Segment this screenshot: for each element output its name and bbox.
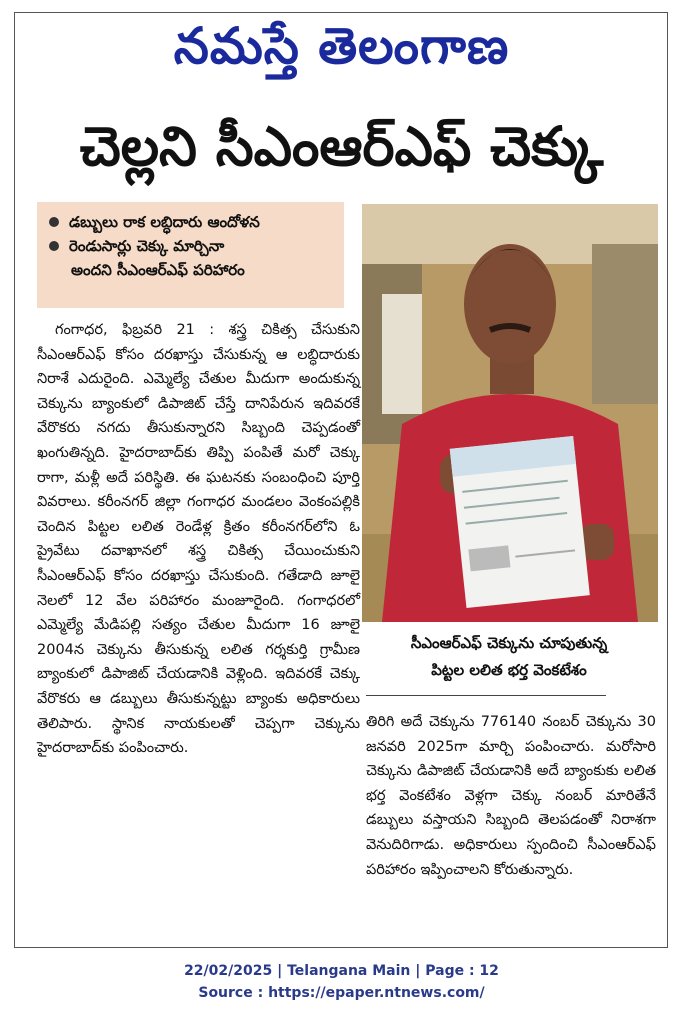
caption-line: సీఎంఆర్ఎఫ్ చెక్కును చూపుతున్న <box>410 634 608 652</box>
highlight-text-continued: అందని సీఎంఆర్ఎఫ్ పరిహారం <box>71 261 245 279</box>
paragraph: గంగాధర, ఫిబ్రవరి 21 : శస్త్ర చికిత్స చేసుకుని సీఎంఆర్ఎఫ్ కోసం దరఖాస్తు చేసుకున్న ఆ లబ్ధిదారుకు నిరాశే ఎదురైంది. ఎమ్మెల్యే చేతుల మీదుగా అందుకున్న చెక్కును బ్యాంకులో డిపాజిట్ చేస్తే దానిపేరున ఇదివరకే వేరొకరు నగదు తీసుకున్నారని సిబ్బంది చెప్పడంతో ఖంగుతిన్నది. హైదరాబాద్‌కు తిప్పి పంపితే మరో చెక్కు రాగా, మళ్లీ అదే పరిస్థితి. ఈ ఘటనకు సంబంధించి పూర్తి వివరాలు. కరీంనగర్ జిల్లా గంగాధర మండలం వెంకంపల్లికి చెందిన పిట్టల లలిత రెండేళ్ల క్రితం కరీంనగర్‌లోని ఓ ప్రైవేటు దవాఖానలో శస్త్ర చికిత్స చేయించుకుని సీఎంఆర్ఎఫ్ కోసం దరఖాస్తు చేసుకుంది. గతేడాది జూలై నెలలో 12 వేల పరిహారం మంజూరైంది. గంగాధరలో ఎమ్మెల్యే మేడిపల్లి సత్యం చేతుల మీదుగా 16 జూలై 2004న చెక్కును తీసుకున్న లలిత గర్శకుర్తి గ్రామీణ బ్యాంకులో డిపాజిట్ చేయడానికి వెళ్లింది. ఇదివరకే చెక్కు వేరొకరు ఆ డబ్బులు తీసుకున్నట్టు బ్యాంకు అధికారులు తెలిపారు. స్థానిక నాయకులతో చెప్పగా చెక్కును హైదరాబాద్‌కు పంపించారు. <box>37 322 360 757</box>
bullet-icon <box>49 217 59 227</box>
article-body-left <box>37 318 360 761</box>
article-body-right <box>366 710 656 882</box>
highlight-text: డబ్బులు రాక లబ్ధిదారు ఆందోళన <box>69 213 260 231</box>
caption-line: పిట్టల లలిత భర్త వెంకటేశం <box>431 661 587 679</box>
footer-source-link[interactable]: Source : https://epaper.ntnews.com/ <box>198 985 485 1001</box>
article-headline: చెల్లని సీఎంఆర్ఎఫ్ చెక్కు <box>79 115 604 178</box>
highlight-item <box>47 234 334 258</box>
paragraph: తిరిగి అదే చెక్కును 776140 నంబర్ చెక్కును 30 జనవరి 2025గా మార్చి పంపించారు. మరోసారి చెక్కును డిపాజిట్ చేయడానికి అదే బ్యాంకుకు లలిత భర్త వెంకటేశం వెళ్లగా చెక్కు నంబర్ మారితేనే డబ్బులు వస్తాయని సిబ్బంది తెలపడంతో నిరాశగా వెనుదిరిగాడు. అధికారులు స్పందించి సీఎంఆర్ఎఫ్ పరిహారం ఇప్పించాలని కోరుతున్నారు. <box>366 714 656 878</box>
photo-caption <box>366 630 652 684</box>
article-photo <box>362 204 658 622</box>
photo-man-holding-cheque <box>362 204 658 622</box>
highlight-text: రెండుసార్లు చెక్కు మార్చినా <box>69 237 225 255</box>
page-footer <box>0 960 683 1004</box>
bullet-icon <box>49 241 59 251</box>
highlights-box <box>37 202 344 308</box>
caption-divider <box>366 695 606 696</box>
highlight-item <box>47 210 334 234</box>
footer-date-line: 22/02/2025 | Telangana Main | Page : 12 <box>184 963 499 979</box>
newspaper-masthead: నమస్తే తెలంగాణ <box>173 16 510 75</box>
